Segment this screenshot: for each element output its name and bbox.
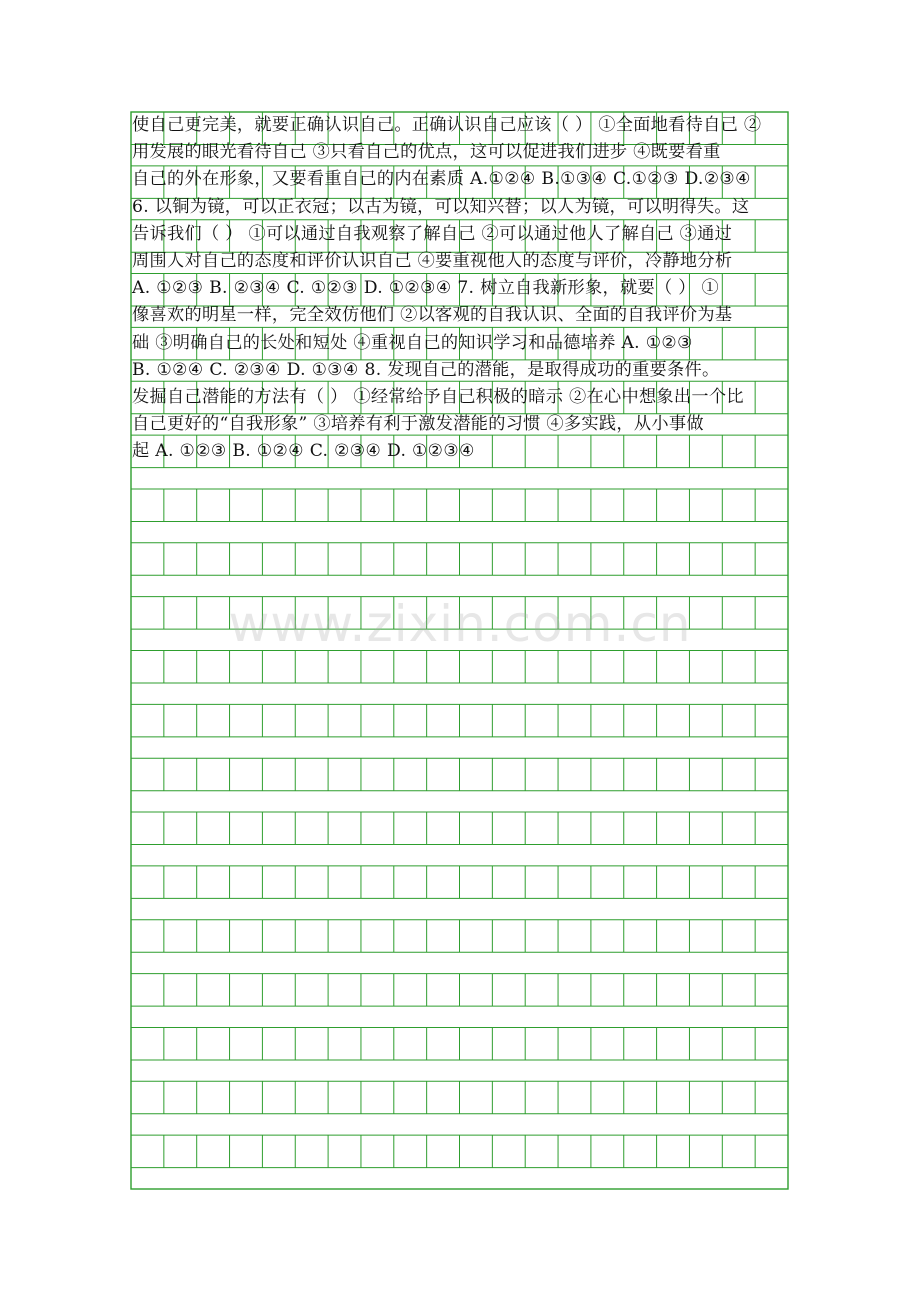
text-line: A. ①②③ B. ②③④ C. ①②③ D. ①②③④ 7. 树立自我新形象，就要（ ） ① xyxy=(132,278,719,299)
document-text xyxy=(132,112,822,465)
text-line: 像喜欢的明星一样，完全效仿他们 ②以客观的自我认识、全面的自我评价为基 xyxy=(132,305,733,326)
text-line: 6. 以铜为镜，可以正衣冠；以古为镜，可以知兴替；以人为镜，可以明得失。这 xyxy=(132,196,750,217)
text-line: 告诉我们（ ） ①可以通过自我观察了解自己 ②可以通过他人了解自己 ③通过 xyxy=(132,223,733,244)
text-line: 使自己更完美，就要正确认识自己。正确认识自己应该（ ） ①全面地看待自己 ② xyxy=(132,115,762,135)
text-line: B. ①②④ C. ②③④ D. ①③④ 8. 发现自己的潜能，是取得成功的重要条件。 xyxy=(132,359,720,380)
watermark: www.zixin.com.cn xyxy=(228,595,692,653)
text-line: 周围人对自己的态度和评价认识自己 ④要重视他人的态度与评价，冷静地分析 xyxy=(132,250,733,271)
text-line: 自己更好的“自我形象” ③培养有利于激发潜能的习惯 ④多实践，从小事做 xyxy=(132,414,704,435)
text-line: 发掘自己潜能的方法有（ ） ①经常给予自己积极的暗示 ②在心中想象出一个比 xyxy=(132,386,744,407)
text-line: 自己的外在形象，又要看重自己的内在素质 A.①②④ B.①③④ C.①②③ D.②③④ xyxy=(132,169,751,190)
text-line: 起 A. ①②③ B. ①②④ C. ②③④ D. ①②③④ xyxy=(132,441,475,462)
text-line: 用发展的眼光看待自己 ③只看自己的优点，这可以促进我们进步 ④既要看重 xyxy=(132,142,721,163)
text-line: 础 ③明确自己的长处和短处 ④重视自己的知识学习和品德培养 A. ①②③ xyxy=(132,332,693,353)
